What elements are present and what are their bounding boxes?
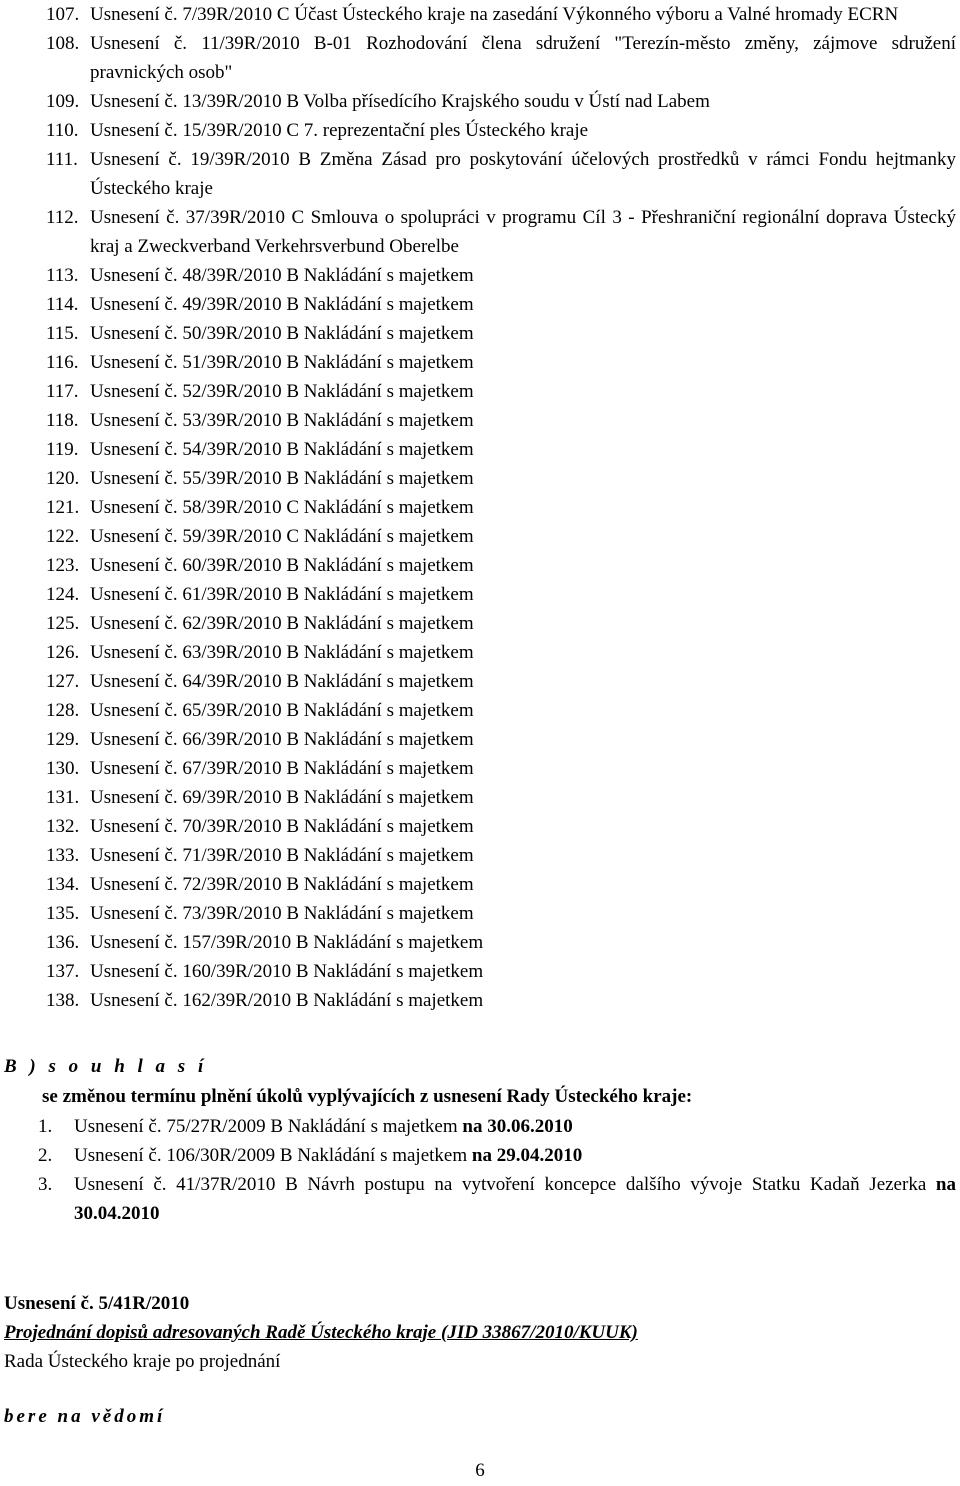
- list-item: [46, 783, 956, 812]
- item-text: Usnesení č. 70/39R/2010 B Nakládání s majetkem: [90, 816, 474, 837]
- section-b-intro: se změnou termínu plnění úkolů vyplývajících z usnesení Rady Ústeckého kraje:: [42, 1086, 693, 1107]
- item-text: Usnesení č. 58/39R/2010 C Nakládání s majetkem: [90, 497, 474, 518]
- item-text: Usnesení č. 59/39R/2010 C Nakládání s majetkem: [90, 526, 474, 547]
- list-item: [38, 1112, 956, 1141]
- list-item: [46, 667, 956, 696]
- list-item: [46, 464, 956, 493]
- item-text: Usnesení č. 61/39R/2010 B Nakládání s majetkem: [90, 584, 474, 605]
- item-text-plain: Usnesení č. 75/27R/2009 B Nakládání s majetkem: [74, 1116, 463, 1137]
- resolution-block: [4, 1289, 956, 1431]
- resolution-title: Projednání dopisů adresovaných Radě Ústeckého kraje (JID 33867/2010/KUUK): [4, 1322, 638, 1343]
- section-b: [4, 1052, 956, 1228]
- item-number: 122.: [46, 526, 80, 547]
- list-item: [46, 116, 956, 145]
- item-number: 120.: [46, 468, 80, 489]
- item-text: Usnesení č. 162/39R/2010 B Nakládání s majetkem: [90, 990, 484, 1011]
- item-text: Usnesení č. 60/39R/2010 B Nakládání s majetkem: [90, 555, 474, 576]
- item-text: [74, 1112, 956, 1141]
- item-number: 134.: [46, 874, 80, 895]
- item-number: 110.: [46, 120, 79, 141]
- list-item: [46, 609, 956, 638]
- list-item: [46, 377, 956, 406]
- item-number: 1.: [38, 1116, 53, 1137]
- list-item: [46, 696, 956, 725]
- list-item: [38, 1170, 956, 1228]
- item-text: Usnesení č. 69/39R/2010 B Nakládání s majetkem: [90, 787, 474, 808]
- item-text: Usnesení č. 49/39R/2010 B Nakládání s majetkem: [90, 294, 474, 315]
- list-item: [46, 493, 956, 522]
- item-text: Usnesení č. 48/39R/2010 B Nakládání s majetkem: [90, 265, 474, 286]
- list-item: [46, 551, 956, 580]
- item-text: Usnesení č. 73/39R/2010 B Nakládání s majetkem: [90, 903, 474, 924]
- item-number: 108.: [46, 33, 80, 54]
- item-number: 133.: [46, 845, 80, 866]
- list-item: [46, 841, 956, 870]
- item-text: Usnesení č. 160/39R/2010 B Nakládání s majetkem: [90, 961, 484, 982]
- item-text: [74, 1141, 956, 1170]
- resolution-number: Usnesení č. 5/41R/2010: [4, 1293, 190, 1314]
- item-text: Usnesení č. 19/39R/2010 B Změna Zásad pro poskytování účelových prostředků v rámci Fondu hejtmanky Ústeckého kraje: [90, 149, 956, 199]
- list-item: [46, 986, 956, 1015]
- item-number: 115.: [46, 323, 79, 344]
- item-text: Usnesení č. 157/39R/2010 B Nakládání s majetkem: [90, 932, 484, 953]
- list-item: [46, 725, 956, 754]
- item-number: 137.: [46, 961, 80, 982]
- list-item: [46, 754, 956, 783]
- item-text: Usnesení č. 13/39R/2010 B Volba přísedícího Krajského soudu v Ústí nad Labem: [90, 91, 710, 112]
- item-number: 113.: [46, 265, 79, 286]
- list-item: [46, 261, 956, 290]
- item-text: Usnesení č. 7/39R/2010 C Účast Ústeckého kraje na zasedání Výkonného výboru a Valné hromady ECRN: [90, 4, 899, 25]
- list-item: [46, 638, 956, 667]
- item-number: 118.: [46, 410, 79, 431]
- item-text: Usnesení č. 62/39R/2010 B Nakládání s majetkem: [90, 613, 474, 634]
- item-number: 119.: [46, 439, 79, 460]
- item-text: Usnesení č. 53/39R/2010 B Nakládání s majetkem: [90, 410, 474, 431]
- item-number: 112.: [46, 207, 79, 228]
- item-number: 111.: [46, 149, 78, 170]
- item-number: 132.: [46, 816, 80, 837]
- item-number: 2.: [38, 1145, 53, 1166]
- item-text: Usnesení č. 15/39R/2010 C 7. reprezentační ples Ústeckého kraje: [90, 120, 589, 141]
- item-number: 138.: [46, 990, 80, 1011]
- item-number: 117.: [46, 381, 79, 402]
- item-number: 135.: [46, 903, 80, 924]
- list-item: [46, 29, 956, 87]
- item-deadline: na 30.04.2010: [74, 1174, 956, 1224]
- item-text: Usnesení č. 64/39R/2010 B Nakládání s majetkem: [90, 671, 474, 692]
- item-number: 114.: [46, 294, 79, 315]
- list-item: [46, 319, 956, 348]
- list-item: [46, 812, 956, 841]
- item-number: 127.: [46, 671, 80, 692]
- item-deadline: na 30.06.2010: [462, 1116, 573, 1137]
- section-b-heading: B ) s o u h l a s í: [4, 1056, 208, 1077]
- item-text: Usnesení č. 66/39R/2010 B Nakládání s majetkem: [90, 729, 474, 750]
- list-item: [46, 87, 956, 116]
- item-number: 125.: [46, 613, 80, 634]
- page-number: 6: [475, 1460, 485, 1481]
- item-text: Usnesení č. 37/39R/2010 C Smlouva o spolupráci v programu Cíl 3 - Přeshraniční regionální doprava Ústecký kraj a Zweckverband Verkehrsverbund Oberelbe: [90, 207, 956, 257]
- list-item: [46, 435, 956, 464]
- item-number: 130.: [46, 758, 80, 779]
- item-text: Usnesení č. 65/39R/2010 B Nakládání s majetkem: [90, 700, 474, 721]
- item-text: Usnesení č. 51/39R/2010 B Nakládání s majetkem: [90, 352, 474, 373]
- item-number: 126.: [46, 642, 80, 663]
- item-number: 116.: [46, 352, 79, 373]
- item-number: 128.: [46, 700, 80, 721]
- list-item: [46, 957, 956, 986]
- item-text-plain: Usnesení č. 41/37R/2010 B Návrh postupu na vytvoření koncepce dalšího vývoje Statku Kadaň Jezerka: [74, 1174, 936, 1195]
- list-item: [46, 928, 956, 957]
- item-number: 124.: [46, 584, 80, 605]
- item-text: Usnesení č. 55/39R/2010 B Nakládání s majetkem: [90, 468, 474, 489]
- list-item: [46, 406, 956, 435]
- item-text: Usnesení č. 71/39R/2010 B Nakládání s majetkem: [90, 845, 474, 866]
- item-number: 121.: [46, 497, 80, 518]
- item-text-plain: Usnesení č. 106/30R/2009 B Nakládání s majetkem: [74, 1145, 472, 1166]
- list-item: [46, 203, 956, 261]
- list-item: [46, 145, 956, 203]
- item-text: Usnesení č. 50/39R/2010 B Nakládání s majetkem: [90, 323, 474, 344]
- list-item: [38, 1141, 956, 1170]
- item-number: 3.: [38, 1174, 53, 1195]
- item-number: 123.: [46, 555, 80, 576]
- list-item: [46, 899, 956, 928]
- item-number: 131.: [46, 787, 80, 808]
- item-number: 109.: [46, 91, 80, 112]
- item-text: [74, 1170, 956, 1228]
- list-item: [46, 290, 956, 319]
- list-item: [46, 522, 956, 551]
- item-text: Usnesení č. 52/39R/2010 B Nakládání s majetkem: [90, 381, 474, 402]
- resolution-list: [46, 0, 956, 1015]
- item-number: 136.: [46, 932, 80, 953]
- list-item: [46, 348, 956, 377]
- list-item: [46, 870, 956, 899]
- list-item: [46, 580, 956, 609]
- section-b-list: [38, 1112, 956, 1228]
- item-number: 129.: [46, 729, 80, 750]
- item-text: Usnesení č. 63/39R/2010 B Nakládání s majetkem: [90, 642, 474, 663]
- list-item: [46, 0, 956, 29]
- item-text: Usnesení č. 72/39R/2010 B Nakládání s majetkem: [90, 874, 474, 895]
- item-text: Usnesení č. 11/39R/2010 B-01 Rozhodování člena sdružení "Terezín-město změny, zájmove sdružení pravnických osob": [90, 33, 956, 83]
- resolution-verdict: bere na vědomí: [4, 1406, 166, 1427]
- resolution-body: Rada Ústeckého kraje po projednání: [4, 1351, 281, 1372]
- item-text: Usnesení č. 54/39R/2010 B Nakládání s majetkem: [90, 439, 474, 460]
- item-deadline: na 29.04.2010: [471, 1145, 583, 1166]
- item-number: 107.: [46, 4, 80, 25]
- item-text: Usnesení č. 67/39R/2010 B Nakládání s majetkem: [90, 758, 474, 779]
